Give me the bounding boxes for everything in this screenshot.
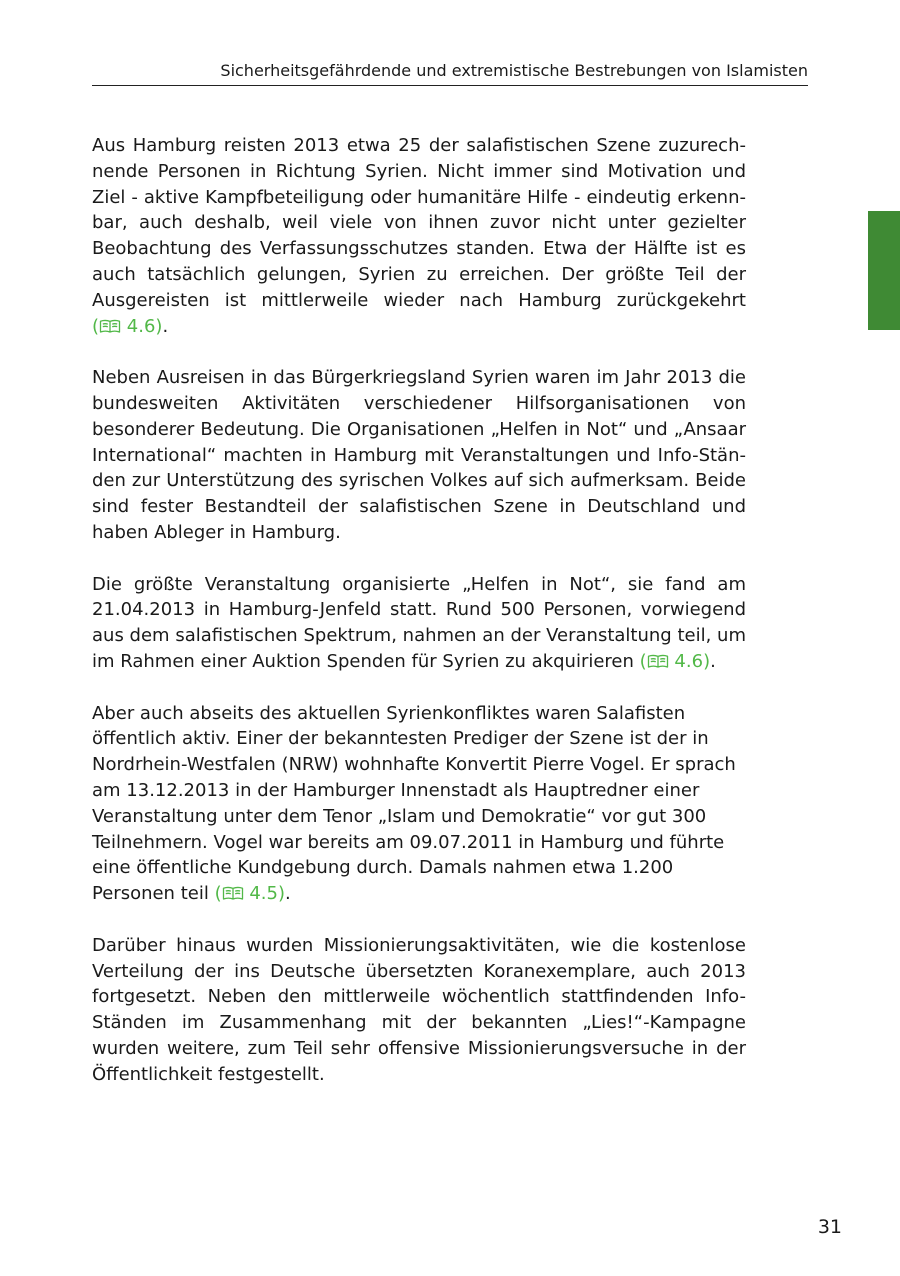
- cross-reference-number: 4.5: [249, 883, 278, 905]
- body-text: [92, 133, 746, 1113]
- paragraph-text: Aus Hamburg reisten 2013 etwa 25 der salafistischen Szene zuzurechnende Personen in Richtung Syrien. Nicht immer sind Motivation und Ziel - aktive Kampfbeteiligung oder humanitäre Hilfe - eindeutig erkennbar, auch deshalb, weil viele von ihnen zuvor nicht unter gezielter Beobachtung des Verfassungsschutzes standen. Etwa der Hälfte ist es auch tatsächlich gelungen, Syrien zu erreichen. Der größte Teil der Ausgereisten ist mittlerweile wieder nach Hamburg zurückgekehrt: [92, 135, 746, 311]
- sentence-end: .: [710, 650, 716, 672]
- paragraph-5: [92, 933, 746, 1088]
- book-icon: [99, 319, 121, 334]
- chapter-side-tab: [868, 211, 900, 330]
- cross-reference[interactable]: ( 4.6): [92, 315, 163, 337]
- cross-reference-number: 4.6: [674, 650, 704, 672]
- cross-reference-number: 4.6: [126, 315, 156, 337]
- book-icon: [647, 654, 669, 669]
- paragraph-text: Neben Ausreisen in das Bürgerkriegsland Syrien waren im Jahr 2013 die bundesweiten Aktivitäten verschiedener Hilfsorganisationen von besonderer Bedeutung. Die Organisationen „Helfen in Not“ und „Ansaar International“ machten in Hamburg mit Veranstaltungen und Info-Ständen zur Unterstützung des syrischen Volkes auf sich aufmerksam. Beide sind fester Bestandteil der salafistischen Szene in Deutschland und haben Ableger in Hamburg.: [92, 367, 746, 543]
- paragraph-1: [92, 133, 746, 339]
- sentence-end: .: [162, 315, 169, 337]
- running-header-title: Sicherheitsgefährdende und extremistische Bestrebungen von Islamisten: [220, 61, 808, 80]
- paragraph-text: Die größte Veranstaltung organisierte „Helfen in Not“, sie fand am 21.04.2013 in Hamburg-Jenfeld statt. Rund 500 Personen, vorwiegend aus dem salafistischen Spektrum, nahmen an der Veranstaltung teil, um im Rahmen einer Auktion Spenden für Syrien zu akquirieren: [92, 573, 746, 672]
- paragraph-4: [92, 701, 746, 907]
- sentence-end: .: [285, 883, 291, 905]
- running-header: [92, 56, 808, 86]
- paragraph-3: [92, 572, 746, 675]
- cross-reference[interactable]: ( 4.5): [214, 883, 285, 905]
- page-number: 31: [817, 1216, 842, 1238]
- book-icon: [222, 886, 244, 901]
- cross-reference[interactable]: ( 4.6): [639, 650, 711, 672]
- paragraph-text: Aber auch abseits des aktuellen Syrienkonfliktes waren Salafisten öffentlich aktiv. Einer der bekanntesten Prediger der Szene ist der in Nordrhein-Westfalen (NRW) wohnhafte Konvertit Pierre Vogel. Er sprach am 13.12.2013 in der Hamburger Innenstadt als Hauptredner einer Veranstaltung unter dem Tenor „Islam und Demokratie“ vor gut 300 Teilnehmern. Vogel war bereits am 09.07.2011 in Hamburg und führte eine öffentliche Kundgebung durch. Damals nahmen etwa 1.200 Personen teil: [92, 702, 736, 905]
- paragraph-2: [92, 365, 746, 546]
- paragraph-text: Darüber hinaus wurden Missionierungsaktivitäten, wie die kostenlose Verteilung der ins Deutsche übersetzten Koranexemplare, auch 2013 fortgesetzt. Neben den mittlerweile wöchentlich stattfindenden Info-Ständen im Zusammenhang mit der bekannten „Lies!“-Kampagne wurden weitere, zum Teil sehr offensive Missionierungsversuche in der Öffentlichkeit festgestellt.: [92, 934, 746, 1085]
